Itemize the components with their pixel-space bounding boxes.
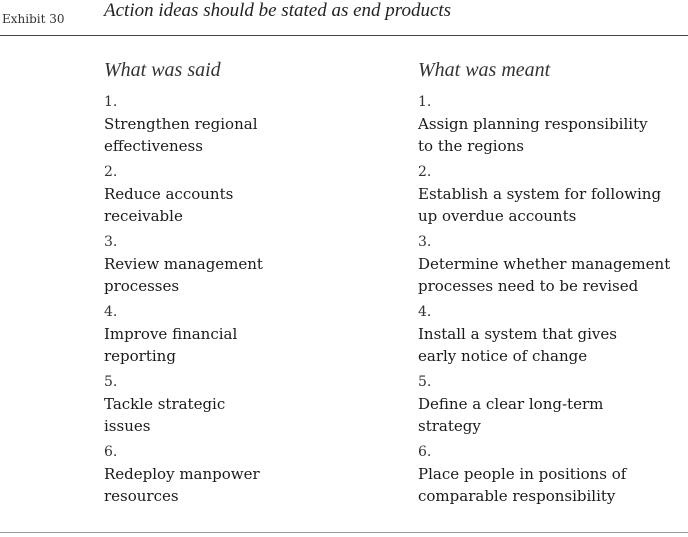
exhibit-title: Action ideas should be stated as end products: [104, 0, 452, 21]
said-item: [104, 161, 404, 231]
item-number: 2.: [418, 164, 432, 180]
said-column-header: What was said: [104, 59, 221, 81]
exhibit-header: [0, 0, 688, 34]
said-text: Tackle strategic issues: [104, 395, 226, 435]
meant-item: [418, 91, 688, 161]
said-text: Reduce accounts receivable: [104, 185, 234, 225]
meant-column: [418, 58, 688, 511]
said-item: [104, 441, 404, 511]
said-column: [104, 58, 404, 511]
item-number: 6.: [418, 444, 432, 460]
said-item: [104, 231, 404, 301]
item-number: 3.: [418, 234, 432, 250]
meant-text: Place people in positions of comparable responsibility: [418, 465, 627, 505]
meant-text: Determine whether management processes need to be revised: [418, 255, 671, 295]
meant-item: [418, 231, 688, 301]
said-text: Review management processes: [104, 255, 263, 295]
meant-column-header: What was meant: [418, 59, 551, 81]
item-number: 1.: [104, 94, 118, 110]
bottom-rule: [0, 532, 688, 533]
item-number: 5.: [418, 374, 432, 390]
meant-text: Assign planning responsibility to the regions: [418, 115, 648, 155]
item-number: 4.: [104, 304, 118, 320]
said-item: [104, 301, 404, 371]
meant-item: [418, 301, 688, 371]
said-item: [104, 91, 404, 161]
said-text: Redeploy manpower resources: [104, 465, 260, 505]
item-number: 3.: [104, 234, 118, 250]
meant-item: [418, 441, 688, 511]
exhibit-label: Exhibit 30: [2, 12, 65, 26]
item-number: 1.: [418, 94, 432, 110]
meant-text: Install a system that gives early notice of change: [418, 325, 617, 365]
meant-item: [418, 161, 688, 231]
said-item: [104, 371, 404, 441]
top-rule: [0, 35, 688, 36]
meant-text: Establish a system for following up overdue accounts: [418, 185, 662, 225]
item-number: 4.: [418, 304, 432, 320]
said-text: Improve financial reporting: [104, 325, 238, 365]
item-number: 6.: [104, 444, 118, 460]
item-number: 5.: [104, 374, 118, 390]
meant-item: [418, 371, 688, 441]
meant-text: Define a clear long-term strategy: [418, 395, 604, 435]
said-text: Strengthen regional effectiveness: [104, 115, 258, 155]
item-number: 2.: [104, 164, 118, 180]
